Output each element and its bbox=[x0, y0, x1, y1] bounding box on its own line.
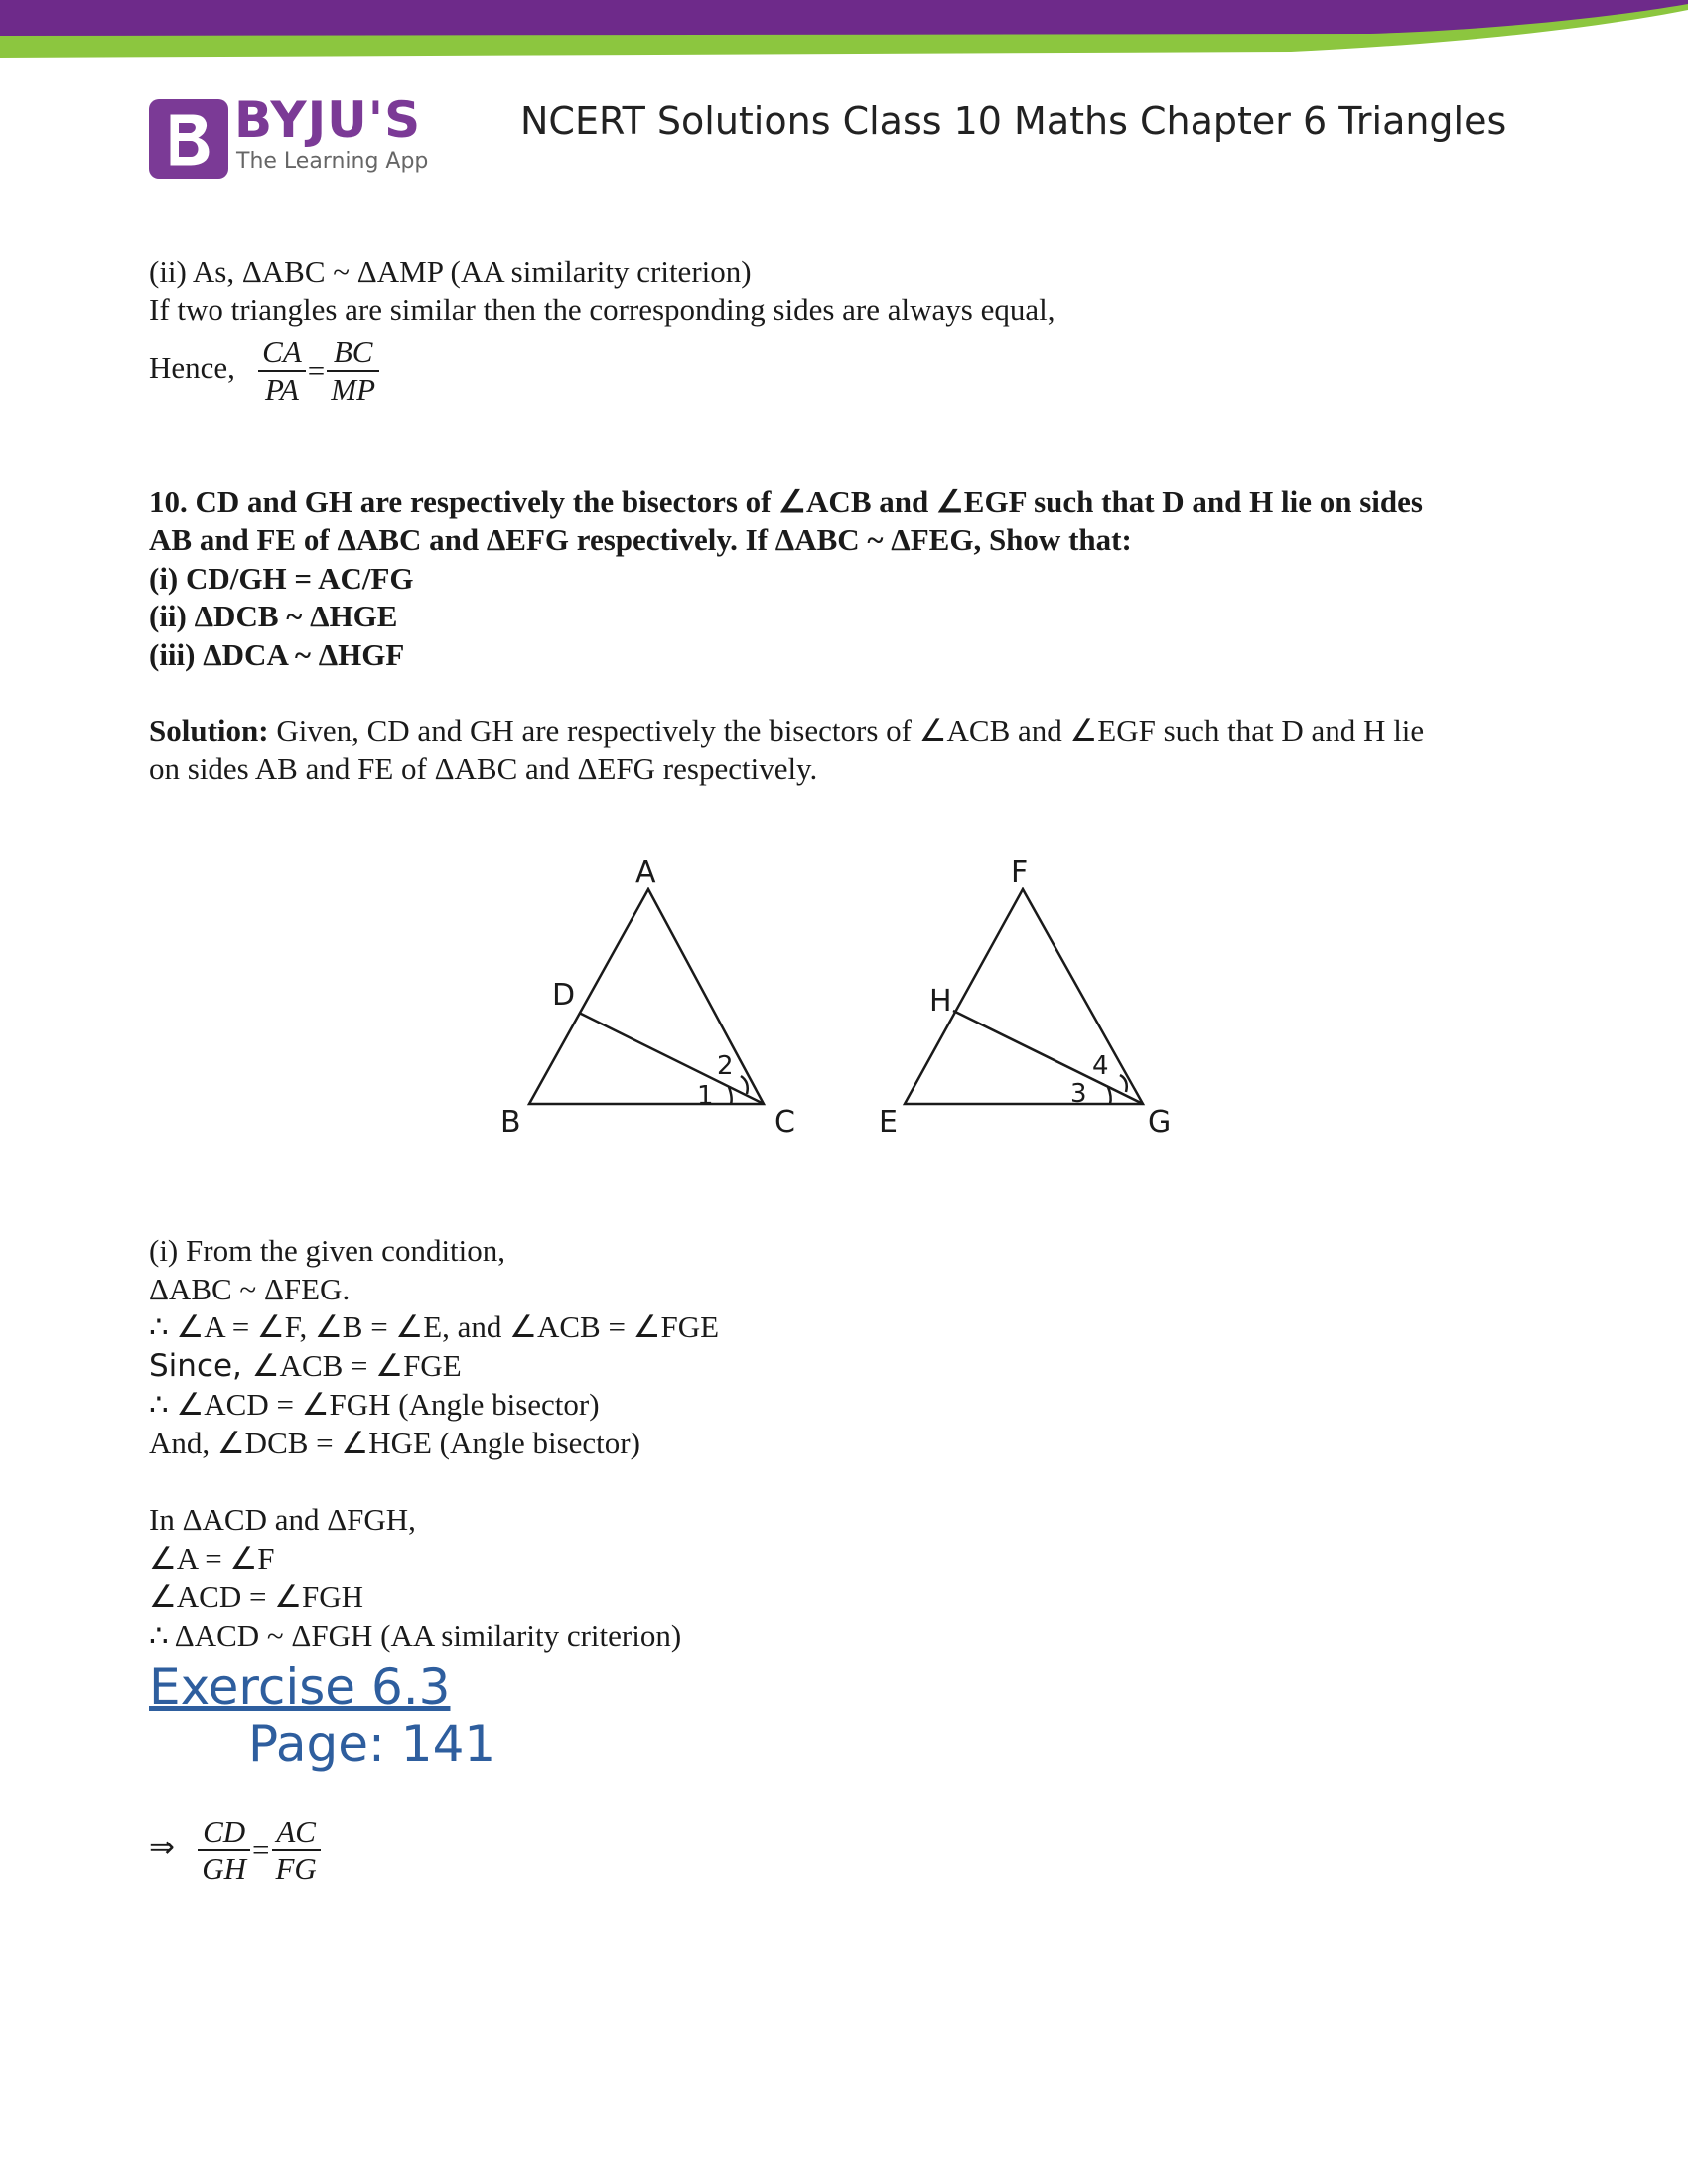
proof-line7: In ΔACD and ΔFGH, bbox=[149, 1502, 416, 1537]
conclusion-equation bbox=[149, 1807, 321, 1891]
label-b: B bbox=[500, 1105, 521, 1140]
fraction-cd-gh bbox=[198, 1814, 250, 1887]
part-ii-line2: If two triangles are similar then the corresponding sides are always equal, bbox=[149, 292, 1055, 327]
label-d: D bbox=[552, 978, 576, 1013]
logo-b-icon bbox=[163, 109, 214, 169]
proof-line4 bbox=[149, 1346, 462, 1386]
proof-line3: ∴ ∠A = ∠F, ∠B = ∠E, and ∠ACB = ∠FGE bbox=[149, 1309, 720, 1344]
solution-text: Given, CD and GH are respectively the bisectors of ∠ACB and ∠EGF such that D and H lie bbox=[268, 713, 1425, 748]
fraction-denominator: MP bbox=[331, 371, 376, 407]
fraction-numerator: CA bbox=[258, 335, 306, 372]
since-label: Since, bbox=[149, 1348, 252, 1384]
fraction-ca-pa bbox=[258, 335, 306, 408]
brand-tagline: The Learning App bbox=[236, 149, 429, 174]
logo-badge bbox=[149, 99, 228, 179]
question-item-iii: (iii) ΔDCA ~ ΔHGF bbox=[149, 637, 405, 672]
proof-line9: ∠ACD = ∠FGH bbox=[149, 1579, 364, 1614]
angle-arc-g-inner bbox=[1120, 1075, 1127, 1092]
proof-line6: And, ∠DCB = ∠HGE (Angle bisector) bbox=[149, 1426, 640, 1460]
equals-sign: = bbox=[252, 1832, 270, 1867]
label-angle-3: 3 bbox=[1070, 1079, 1087, 1109]
bisector-cd bbox=[579, 1013, 764, 1104]
equals-sign: = bbox=[307, 352, 326, 388]
label-h: H bbox=[929, 984, 952, 1019]
label-g: G bbox=[1148, 1105, 1172, 1140]
fraction-numerator: AC bbox=[272, 1814, 321, 1851]
fraction-numerator: BC bbox=[327, 335, 379, 372]
triangles-figure bbox=[477, 844, 1211, 1152]
solution-line2: on sides AB and FE of ΔABC and ΔEFG respectively. bbox=[149, 751, 818, 786]
brand-name: BYJU'S bbox=[234, 91, 422, 149]
proof-line8: ∠A = ∠F bbox=[149, 1541, 275, 1575]
hence-label: Hence, bbox=[149, 350, 235, 385]
implies-arrow: ⇒ bbox=[149, 1830, 175, 1864]
fraction-denominator: GH bbox=[202, 1850, 247, 1886]
top-banner bbox=[0, 0, 1688, 69]
label-angle-1: 1 bbox=[697, 1081, 714, 1111]
hence-equation bbox=[149, 328, 379, 412]
proof-line5: ∴ ∠ACD = ∠FGH (Angle bisector) bbox=[149, 1387, 600, 1422]
angle-arc-c bbox=[729, 1087, 732, 1104]
since-statement: ∠ACB = ∠FGE bbox=[251, 1348, 462, 1383]
label-f: F bbox=[1011, 855, 1029, 889]
fraction-denominator: FG bbox=[275, 1850, 317, 1886]
angle-arc-g bbox=[1108, 1087, 1111, 1104]
question-item-i: (i) CD/GH = AC/FG bbox=[149, 561, 414, 596]
fraction-denominator: PA bbox=[265, 371, 299, 407]
angle-arc-c-inner bbox=[741, 1076, 748, 1094]
fraction-bc-mp bbox=[327, 335, 379, 408]
label-angle-2: 2 bbox=[717, 1051, 734, 1081]
question-line2: AB and FE of ΔABC and ΔEFG respectively. If ΔABC ~ ΔFEG, Show that: bbox=[149, 522, 1132, 557]
label-c: C bbox=[774, 1105, 795, 1140]
part-ii-line1: (ii) As, ΔABC ~ ΔAMP (AA similarity criterion) bbox=[149, 254, 752, 289]
bisector-gh bbox=[953, 1011, 1143, 1104]
question-line1: 10. CD and GH are respectively the bisectors of ∠ACB and ∠EGF such that D and H lie on sides bbox=[149, 484, 1423, 519]
proof-line1: (i) From the given condition, bbox=[149, 1233, 506, 1268]
question-item-ii: (ii) ΔDCB ~ ΔHGE bbox=[149, 599, 398, 633]
label-e: E bbox=[879, 1105, 898, 1140]
exercise-link[interactable]: Exercise 6.3 bbox=[149, 1658, 451, 1715]
solution-line1 bbox=[149, 711, 1424, 750]
label-a: A bbox=[635, 855, 656, 889]
page-number: Page: 141 bbox=[248, 1715, 496, 1773]
label-angle-4: 4 bbox=[1092, 1051, 1109, 1081]
page-title: NCERT Solutions Class 10 Maths Chapter 6 Triangles bbox=[520, 99, 1507, 143]
fraction-numerator: CD bbox=[198, 1814, 250, 1851]
byjus-logo[interactable] bbox=[149, 91, 437, 183]
proof-line10: ∴ ΔACD ~ ΔFGH (AA similarity criterion) bbox=[149, 1618, 682, 1653]
solution-label: Solution: bbox=[149, 713, 269, 748]
proof-line2: ΔABC ~ ΔFEG. bbox=[149, 1272, 351, 1306]
fraction-ac-fg bbox=[272, 1814, 321, 1887]
